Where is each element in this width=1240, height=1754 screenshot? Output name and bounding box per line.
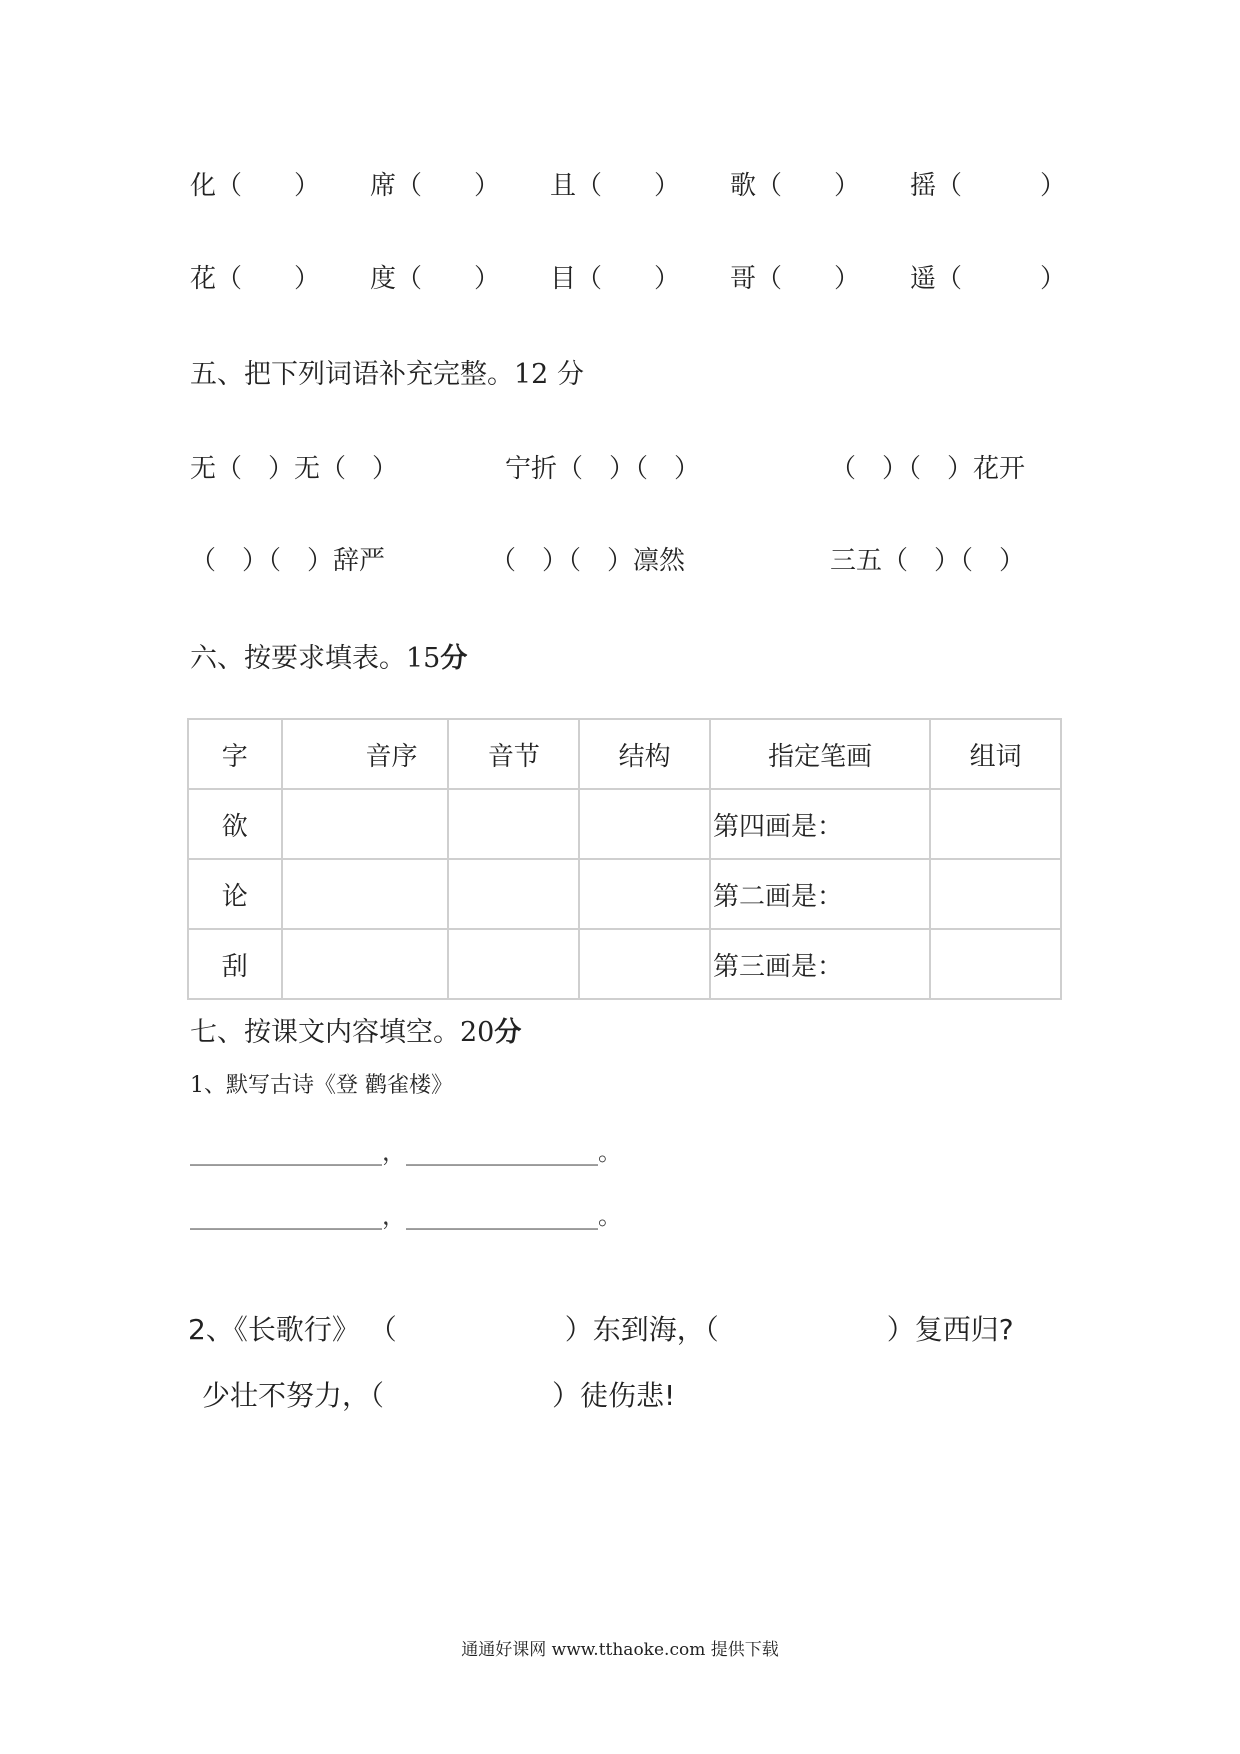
answer-blank-line[interactable]: ________________，________________。 [190,1138,622,1166]
answer-cell[interactable] [930,929,1061,999]
stroke-cell[interactable]: 第三画是： [710,929,930,999]
char-item: 花（ ） [190,264,321,294]
header-cell: 音序 [282,719,449,789]
answer-cell[interactable] [448,929,579,999]
section6-title-main: 六、按要求填表。15 [190,643,441,674]
char-item: 化（ ） [190,171,321,201]
answer-cell[interactable] [282,929,449,999]
char-item: 歌（ ） [730,171,861,201]
char-cell: 欲 [188,789,282,859]
stroke-cell[interactable]: 第二画是： [710,859,930,929]
char-item: 席（ ） [370,171,501,201]
idiom-row-2 [190,540,1060,580]
question-2-line-2[interactable]: 少壮不努力，（ ）徒伤悲! [202,1379,676,1412]
answer-cell[interactable] [282,789,449,859]
table-row [188,929,1061,999]
stroke-cell[interactable]: 第四画是： [710,789,930,859]
char-item: 哥（ ） [730,264,861,294]
section6-title [190,636,467,675]
answer-cell[interactable] [930,789,1061,859]
answer-cell[interactable] [579,859,710,929]
question-1: 1、默写古诗《登 鹳雀楼》 [190,1073,453,1098]
section7-title [190,1010,521,1049]
header-cell: 结构 [579,719,710,789]
answer-cell[interactable] [448,789,579,859]
question-2-line-1[interactable]: 2、《长歌行》 （ ）东到海，（ ）复西归? [188,1313,1014,1346]
idiom-item: 宁折（ ）（ ） [505,454,701,484]
fill-table [187,718,1062,1000]
answer-blank-line[interactable]: ________________，________________。 [190,1202,622,1230]
idiom-row-1 [190,448,1060,488]
char-item: 目（ ） [550,264,681,294]
idiom-item: （ ）（ ）辞严 [190,546,386,576]
answer-cell[interactable] [579,929,710,999]
header-cell: 字 [188,719,282,789]
table-row [188,789,1061,859]
answer-cell[interactable] [930,859,1061,929]
char-row-1 [190,165,1067,205]
table-row [188,859,1061,929]
char-cell: 刮 [188,929,282,999]
section5-title: 五、把下列词语补充完整。12 分 [190,359,584,390]
char-item: 摇（ ） [910,171,1067,201]
header-cell: 组词 [930,719,1061,789]
section7-title-unit: 分 [494,1017,522,1048]
table-header-row [188,719,1061,789]
char-item: 且（ ） [550,171,681,201]
char-row-2 [190,258,1067,298]
char-item: 遥（ ） [910,264,1067,294]
answer-cell[interactable] [448,859,579,929]
char-cell: 论 [188,859,282,929]
section6-title-unit: 分 [440,643,468,674]
header-cell: 指定笔画 [710,719,930,789]
char-item: 度（ ） [370,264,501,294]
header-cell: 音节 [448,719,579,789]
idiom-item: 无（ ）无（ ） [190,454,399,484]
answer-cell[interactable] [282,859,449,929]
answer-cell[interactable] [579,789,710,859]
footer-credit: 通通好课网 www.tthaoke.com 提供下载 [461,1640,779,1660]
section7-title-main: 七、按课文内容填空。20 [190,1017,495,1048]
idiom-item: （ ）（ ）花开 [830,454,1026,484]
idiom-item: 三五（ ）（ ） [830,546,1026,576]
idiom-item: （ ）（ ）凛然 [490,546,686,576]
